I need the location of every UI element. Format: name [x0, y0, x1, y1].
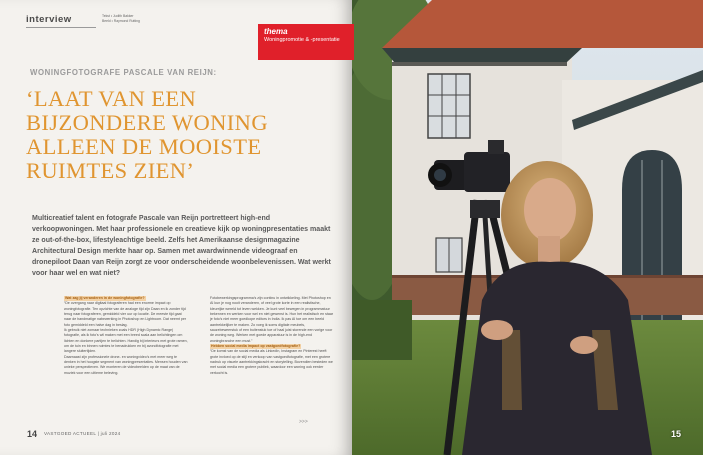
- portrait-photo: [352, 0, 703, 455]
- headline-line: ‘LAAT VAN EEN: [26, 86, 197, 111]
- page-number-right: 15: [671, 429, 682, 439]
- body-columns: [64, 296, 334, 416]
- headline-line: RUIMTES ZIEN’: [26, 158, 195, 183]
- body-paragraph: Ik gebruik niet zomaar technieken zoals HDR (High Dynamic Range) fotografie, als ik foto’s wil maken met een breed scala aan belichtingen om lichten en donkere partijen te belichten. Handig bij interieurs met grote ramen, om de tuin en binnen ruimtes te benadrukken en bij avondfotografie met langere sluitertijden.: [64, 328, 188, 354]
- section-label: interview: [26, 14, 72, 25]
- article-intro: Multicreatief talent en fotografe Pascale van Reijn portretteert high-end verkoopwoningen. Met haar professionele en creatieve kijk op woningpresentaties maakt ze out-of-the-box, lifestyleachtige beeld. Zelfs het Amerikaanse designmagazine Architectural Design merkte haar op. Samen met awardwinnende videograaf en dronepiloot Daan van Reijn zorgt ze voor onderscheidende woonbelevenissen. Wat werkt voor haar wel en wat niet?: [32, 215, 331, 277]
- thema-badge: [258, 24, 354, 60]
- page-number-left: 14: [27, 429, 38, 439]
- section-divider: [26, 27, 96, 28]
- headline-line: ALLEEN DE MOOISTE: [26, 134, 262, 159]
- interview-question: Hebben social media impact op vastgoedfotografie?: [211, 344, 301, 349]
- article-headline: [26, 87, 346, 183]
- interview-question: Wat zag jij veranderen in de woningfotografie?: [65, 296, 145, 300]
- thema-label: thema: [264, 27, 288, 36]
- body-paragraph: Fotobewerkingsprogramma’s zijn continu in ontwikkeling. Met Photoshop en AI kun je nog nooit veranderen, of veel grote korte in een realistische, kleurrijke wereld tot leven wekken. Je kunt veel bewegen in programmatuur bekennen en werken voor wel en niet gewenst is. Hun het realistisch en staar je foto’s niet meer goedkope editors in India. Ik pas AI toe om een beeld aantrekkelijker te maken. Zo voeg ik soms digitale meubels, sauzebeweerstuk of een buitenstuk toe of haal juist storende een vorige voor de woning weg. Werken met goede apparatuur is in de high-end woningbranche een must.”: [210, 296, 334, 343]
- continue-marker: >>>: [299, 419, 308, 425]
- article-kicker: WONINGFOTOGRAFE PASCALE VAN REIJN:: [30, 68, 217, 77]
- body-paragraph: “De komst van de social media als LinkedIn, Instagram en Pinterest heeft grote invloed op de stijl en verkoop van vastgoedfotografie, met een grotere nadruk op visuele aantrekkingskracht en storytelling. Bovendien besteden we met social media een grotere publiek, waardoor een woning ook eerder verkocht is.: [210, 349, 333, 375]
- right-page-photo: [352, 0, 703, 455]
- thema-topic: Woningpromotie & -presentatie: [264, 37, 340, 43]
- magazine-issue: VASTGOED ACTUEEL | juli 2024: [44, 431, 121, 436]
- body-paragraph: “De overgang naar digitaal fotograferen had een enorme impact op woningfotografie. Ten opzichte van de analoge tijd zijn Daan en ik zonder tijd terug naar fotograferen, gemiddeld vier uur op locatie. De meeste tijd gaat naar de handmatige nabewerking in Photoshop en Lightroom. Dat neemt per foto gemiddeld een halve dag in beslag.: [64, 301, 187, 327]
- body-paragraph: Daarnaast zijn professionele drone- en woningvideo’s met meer weg te denken in het hoogste segment van woningpresentaties. Mensen houden van unieke perspectieven. We monteren de videobeelden op de maat van de muziek voor een ultieme beleving.: [64, 354, 188, 375]
- body-column-1: [64, 296, 188, 376]
- credit-photo: Beeld • Raymond Rutting: [102, 19, 140, 23]
- body-column-2: [210, 296, 334, 376]
- credit-text: Tekst • Judith Bakker: [102, 14, 134, 18]
- headline-line: BIJZONDERE WONING: [26, 110, 268, 135]
- article-credits: [102, 14, 192, 24]
